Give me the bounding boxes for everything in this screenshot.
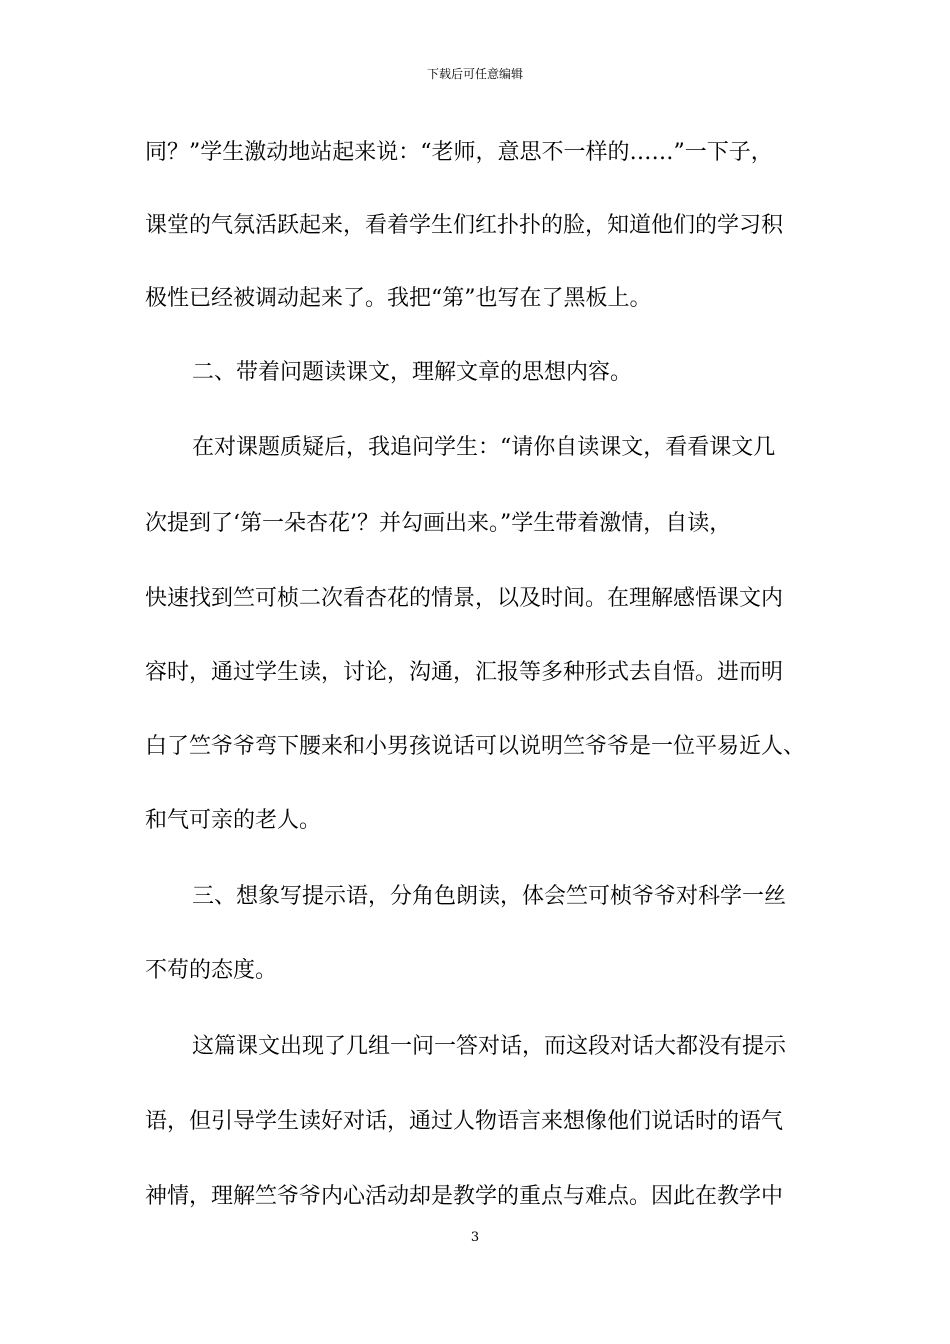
text-line: 极性已经被调动起来了。我把“第”也写在了黑板上。 — [145, 286, 652, 311]
text-line: 容时，通过学生读，讨论，沟通，汇报等多种形式去自悟。进而明 — [145, 660, 784, 685]
text-line: 语，但引导学生读好对话，通过人物语言来想像他们说话时的语气 — [145, 1109, 784, 1134]
text-line: 这篇课文出现了几组一问一答对话，而这段对话大都没有提示 — [192, 1034, 787, 1059]
text-line: 快速找到竺可桢二次看杏花的情景，以及时间。在理解感悟课文内 — [145, 586, 784, 611]
text-line: 在对课题质疑后，我追问学生：“请你自读课文，看看课文几 — [192, 435, 776, 460]
text-line: 和气可亲的老人。 — [145, 808, 322, 833]
section-heading: 三、想象写提示语，分角色朗读，体会竺可桢爷爷对科学一丝 — [192, 884, 787, 909]
text-line: 白了竺爷爷弯下腰来和小男孩说话可以说明竺爷爷是一位平易近人、 — [145, 734, 806, 759]
text-line: 次提到了‘第一朵杏花’？并勾画出来。”学生带着激情，自读， — [145, 511, 732, 536]
text-line: 同？”学生激动地站起来说：“老师，意思不一样的……”一下子， — [145, 140, 773, 165]
text-line: 课堂的气氛活跃起来，看着学生们红扑扑的脸，知道他们的学习积 — [145, 213, 784, 238]
section-heading: 二、带着问题读课文，理解文章的思想内容。 — [192, 360, 633, 385]
page-header: 下载后可任意编辑 — [426, 67, 523, 81]
page-number: 3 — [470, 1230, 480, 1245]
text-line: 神情，理解竺爷爷内心活动却是教学的重点与难点。因此在教学中 — [145, 1184, 784, 1209]
text-line: 不苟的态度。 — [145, 958, 278, 983]
